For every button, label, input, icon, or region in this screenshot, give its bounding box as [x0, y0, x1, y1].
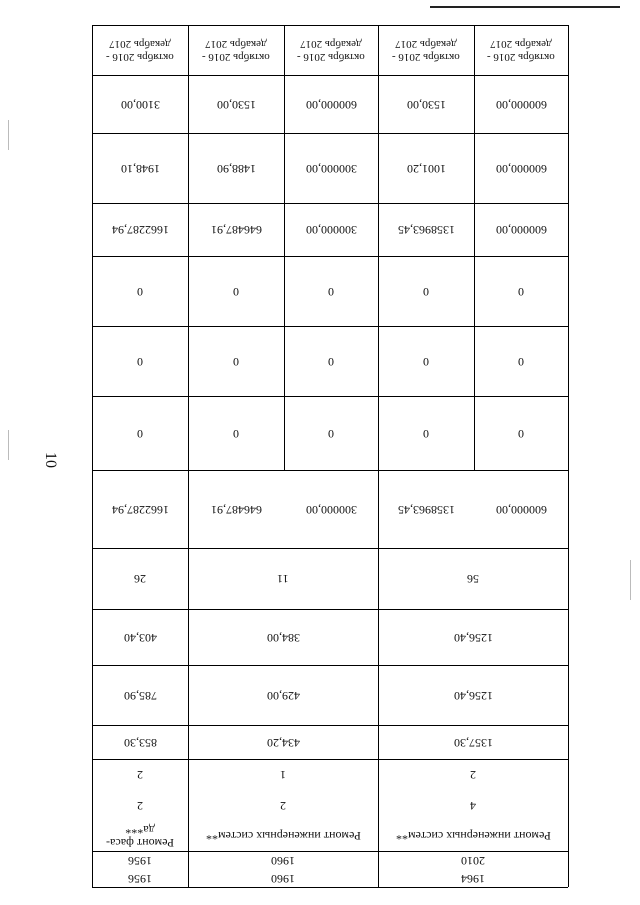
cell-max-cost-text: 600000,00 — [495, 97, 547, 112]
table-rule — [568, 396, 569, 887]
cell-term-text: октябрь 2016 - декабрь 2017 — [202, 38, 270, 63]
cell-unit-cost-text: 1488,90 — [216, 161, 256, 176]
cell-overhaul-year-text: 1956 — [128, 853, 152, 868]
cell-cost-fund — [284, 470, 378, 548]
cell-total-area-text: 853,30 — [123, 735, 157, 750]
scan-artifact — [8, 120, 9, 150]
cell-entrances — [92, 759, 188, 790]
cell-cost-fund-text: 300000,00 — [305, 502, 357, 517]
table-rule — [568, 25, 569, 396]
cell-floors-text: 2 — [137, 798, 143, 813]
cell-cost-c — [474, 256, 568, 326]
cell-cost-a-text: 0 — [518, 426, 524, 441]
cell-area3-text: 384,00 — [266, 630, 300, 645]
cell-cost-c-text: 0 — [328, 284, 334, 299]
cell-unit-cost-text: 600000,00 — [495, 161, 547, 176]
cell-cost-total — [284, 203, 378, 256]
header-rule — [430, 6, 620, 8]
cell-cost-c-text: 0 — [518, 284, 524, 299]
cell-entrances-text: 2 — [470, 768, 476, 782]
cell-cost-b — [474, 326, 568, 396]
cell-residents-text: 11 — [277, 572, 289, 586]
cell-unit-cost-text: 1001,20 — [406, 161, 446, 176]
cell-total-area — [188, 725, 378, 759]
cell-entrances-text: 2 — [137, 768, 143, 782]
cell-term — [188, 25, 284, 75]
cell-living-area-text: 785,90 — [123, 688, 157, 703]
cell-built-year-text: 1960 — [271, 871, 295, 886]
cell-floors — [378, 790, 568, 820]
cell-total-area — [378, 725, 568, 759]
cell-floors-text: 2 — [280, 798, 286, 813]
cell-total-area-text: 1357,30 — [453, 735, 493, 750]
cell-max-cost — [284, 75, 378, 133]
cell-cost-total-text: 1662287,94 — [111, 223, 169, 237]
cell-max-cost — [92, 75, 188, 133]
cell-total-area — [92, 725, 188, 759]
cell-cost-total — [378, 203, 474, 256]
cell-living-area — [188, 665, 378, 725]
cell-residents — [188, 548, 378, 609]
cell-residents-text: 26 — [134, 572, 146, 586]
cell-cost-a — [284, 396, 378, 470]
cell-cost-total-text: 600000,00 — [495, 223, 547, 237]
cell-unit-cost — [188, 133, 284, 203]
cell-term-text: октябрь 2016 - декабрь 2017 — [106, 38, 174, 63]
cell-cost-a — [188, 396, 284, 470]
cell-cost-c — [188, 256, 284, 326]
cell-max-cost-text: 1530,00 — [216, 97, 256, 112]
cell-cost-b-text: 0 — [328, 354, 334, 369]
cell-cost-b-text: 0 — [518, 354, 524, 369]
cell-cost-total-text: 300000,00 — [305, 223, 357, 237]
cell-living-area-text: 429,00 — [266, 688, 300, 703]
cell-cost-b — [284, 326, 378, 396]
cell-cost-fund — [92, 470, 188, 548]
cell-work-type-text: Ремонт фаса- да*** — [106, 822, 174, 850]
scan-artifact — [8, 430, 9, 460]
cell-max-cost-text: 3100,00 — [120, 97, 160, 112]
cell-built-year-text: 1964 — [461, 871, 485, 886]
page-number: 10 — [42, 452, 59, 468]
cell-built-year — [378, 869, 568, 887]
cell-cost-c-text: 0 — [423, 284, 429, 299]
cell-cost-c — [378, 256, 474, 326]
cell-max-cost-text: 1530,00 — [406, 97, 446, 112]
cell-unit-cost — [474, 133, 568, 203]
cell-term — [474, 25, 568, 75]
cell-residents — [92, 548, 188, 609]
cell-cost-a — [92, 396, 188, 470]
cell-floors — [188, 790, 378, 820]
cell-overhaul-year — [188, 851, 378, 869]
cell-overhaul-year-text: 2010 — [461, 853, 485, 868]
cell-cost-total-text: 646487,91 — [210, 223, 262, 237]
cell-built-year — [92, 869, 188, 887]
cell-term-text: октябрь 2016 - декабрь 2017 — [392, 38, 460, 63]
cell-work-type-text: Ремонт инженерных систем** — [395, 829, 551, 843]
cell-cost-b — [378, 326, 474, 396]
cell-cost-fund-text: 600000,00 — [495, 502, 547, 517]
cell-residents-text: 56 — [467, 572, 479, 586]
cell-max-cost — [378, 75, 474, 133]
cell-cost-fund-text: 1358963,45 — [397, 502, 455, 517]
cell-cost-fund — [378, 470, 474, 548]
cell-living-area — [92, 665, 188, 725]
cell-work-type-text: Ремонт инженерных систем** — [205, 829, 361, 843]
cell-area3-text: 403,40 — [123, 630, 157, 645]
cell-floors-text: 4 — [470, 798, 476, 813]
cell-cost-a-text: 0 — [233, 426, 239, 441]
cell-area3 — [188, 609, 378, 665]
cell-term — [378, 25, 474, 75]
cell-living-area — [378, 665, 568, 725]
cell-cost-fund — [188, 470, 284, 548]
cell-cost-b-text: 0 — [137, 354, 143, 369]
cell-overhaul-year — [378, 851, 568, 869]
cell-cost-c-text: 0 — [233, 284, 239, 299]
cell-cost-fund-text: 646487,91 — [210, 502, 262, 517]
cell-entrances — [378, 759, 568, 790]
cell-cost-a-text: 0 — [137, 426, 143, 441]
cell-living-area-text: 1256,40 — [453, 688, 493, 703]
cell-cost-fund — [474, 470, 568, 548]
cell-cost-a-text: 0 — [328, 426, 334, 441]
cell-max-cost — [474, 75, 568, 133]
cell-cost-b — [188, 326, 284, 396]
cell-cost-c — [92, 256, 188, 326]
cell-overhaul-year-text: 1960 — [271, 853, 295, 868]
cell-floors — [92, 790, 188, 820]
cell-cost-b-text: 0 — [233, 354, 239, 369]
cell-unit-cost — [284, 133, 378, 203]
cell-work-type — [188, 820, 378, 851]
cell-term — [92, 25, 188, 75]
cell-term-text: октябрь 2016 - декабрь 2017 — [297, 38, 365, 63]
cell-cost-total — [92, 203, 188, 256]
cell-cost-a — [378, 396, 474, 470]
cell-unit-cost-text: 300000,00 — [305, 161, 357, 176]
table-rule — [92, 887, 568, 888]
cell-cost-total — [188, 203, 284, 256]
cell-unit-cost-text: 1948,10 — [120, 161, 160, 176]
cell-cost-a-text: 0 — [423, 426, 429, 441]
cell-cost-fund-text: 1662287,94 — [111, 502, 169, 517]
cell-built-year — [188, 869, 378, 887]
cell-area3-text: 1256,40 — [453, 630, 493, 645]
cell-built-year-text: 1956 — [128, 871, 152, 886]
cell-cost-c — [284, 256, 378, 326]
cell-unit-cost — [378, 133, 474, 203]
cell-cost-c-text: 0 — [137, 284, 143, 299]
cell-cost-total — [474, 203, 568, 256]
cell-entrances-text: 1 — [280, 768, 286, 782]
cell-unit-cost — [92, 133, 188, 203]
cell-max-cost-text: 600000,00 — [305, 97, 357, 112]
cell-work-type — [378, 820, 568, 851]
cell-cost-b — [92, 326, 188, 396]
cell-area3 — [378, 609, 568, 665]
cell-cost-a — [474, 396, 568, 470]
cell-entrances — [188, 759, 378, 790]
cell-overhaul-year — [92, 851, 188, 869]
cell-max-cost — [188, 75, 284, 133]
cell-area3 — [92, 609, 188, 665]
cell-term — [284, 25, 378, 75]
cell-total-area-text: 434,20 — [266, 735, 300, 750]
cell-work-type — [92, 820, 188, 851]
cell-cost-b-text: 0 — [423, 354, 429, 369]
cell-cost-total-text: 1358963,45 — [397, 223, 455, 237]
cell-residents — [378, 548, 568, 609]
cell-term-text: октябрь 2016 - декабрь 2017 — [487, 38, 555, 63]
scan-artifact — [630, 560, 631, 600]
